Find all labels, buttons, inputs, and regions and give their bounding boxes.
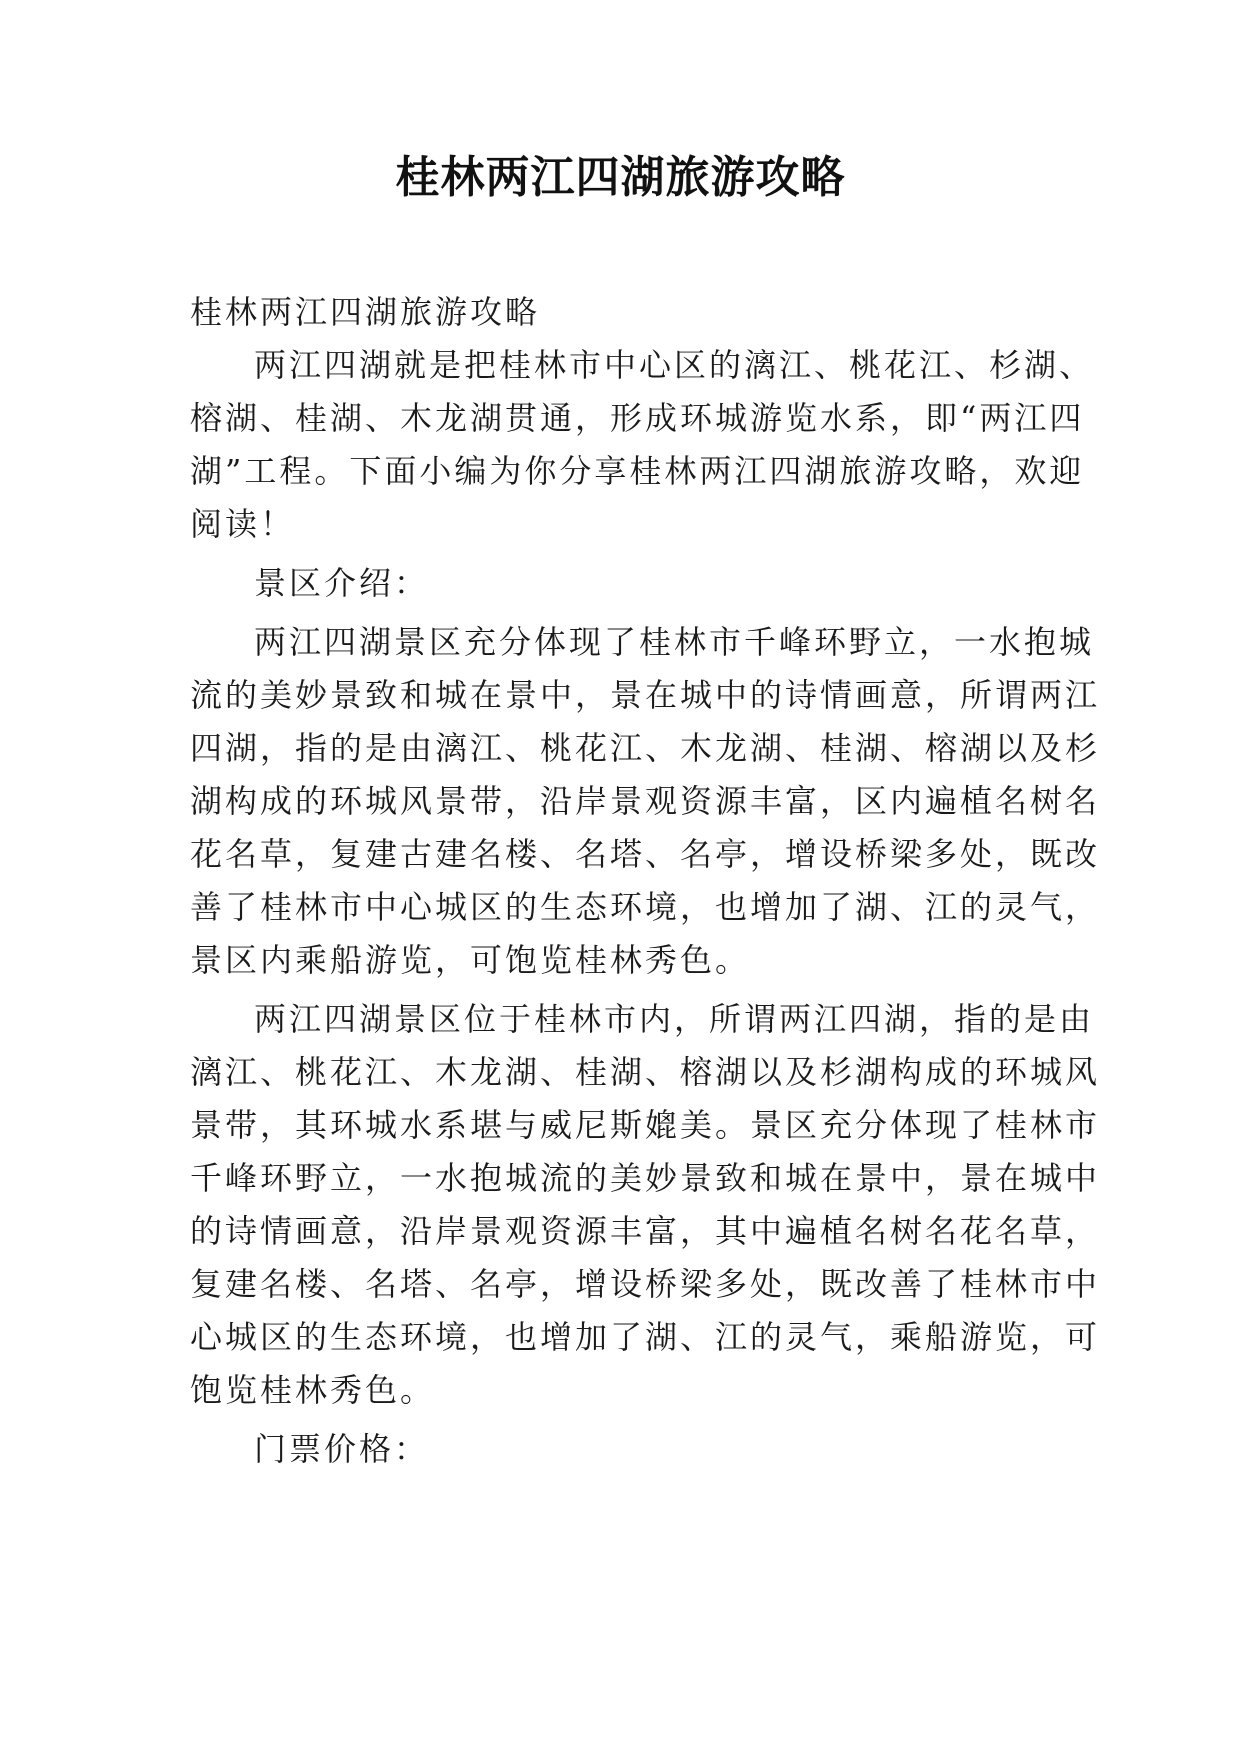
paragraph-line: 四湖，指的是由漓江、桃花江、木龙湖、桂湖、榕湖以及杉 bbox=[190, 729, 1101, 767]
intro-line: 榕湖、桂湖、木龙湖贯通，形成环城游览水系，即“两江四 bbox=[190, 399, 1085, 437]
paragraph-line: 的诗情画意，沿岸景观资源丰富，其中遍植名树名花名草， bbox=[190, 1212, 1101, 1250]
paragraph-line: 心城区的生态环境，也增加了湖、江的灵气，乘船游览，可 bbox=[190, 1318, 1101, 1356]
paragraph-line: 两江四湖景区位于桂林市内，所谓两江四湖，指的是由 bbox=[254, 1000, 1095, 1038]
section-heading-ticket-price: 门票价格： bbox=[254, 1430, 430, 1468]
document-title: 桂林两江四湖旅游攻略 bbox=[395, 152, 846, 203]
subtitle-line: 桂林两江四湖旅游攻略 bbox=[190, 293, 541, 331]
paragraph-line: 饱览桂林秀色。 bbox=[190, 1371, 436, 1409]
paragraph-line: 流的美妙景致和城在景中，景在城中的诗情画意，所谓两江 bbox=[190, 676, 1101, 714]
intro-line: 湖”工程。下面小编为你分享桂林两江四湖旅游攻略，欢迎 bbox=[190, 452, 1085, 490]
paragraph-line: 湖构成的环城风景带，沿岸景观资源丰富，区内遍植名树名 bbox=[190, 782, 1101, 820]
section-heading-scenic-intro: 景区介绍： bbox=[254, 564, 430, 602]
paragraph-line: 千峰环野立，一水抱城流的美妙景致和城在景中，景在城中 bbox=[190, 1159, 1101, 1197]
intro-line: 两江四湖就是把桂林市中心区的漓江、桃花江、杉湖、 bbox=[254, 346, 1095, 384]
paragraph-line: 善了桂林市中心城区的生态环境，也增加了湖、江的灵气， bbox=[190, 888, 1101, 926]
document-body bbox=[190, 286, 1101, 1476]
paragraph-line: 复建名楼、名塔、名亭，增设桥梁多处，既改善了桂林市中 bbox=[190, 1265, 1101, 1303]
paragraph-line: 两江四湖景区充分体现了桂林市千峰环野立，一水抱城 bbox=[254, 623, 1095, 661]
paragraph-line: 花名草，复建古建名楼、名塔、名亭，增设桥梁多处，既改 bbox=[190, 835, 1101, 873]
paragraph-line: 景带，其环城水系堪与威尼斯媲美。景区充分体现了桂林市 bbox=[190, 1106, 1101, 1144]
paragraph-line: 漓江、桃花江、木龙湖、桂湖、榕湖以及杉湖构成的环城风 bbox=[190, 1053, 1101, 1091]
paragraph-line: 景区内乘船游览，可饱览桂林秀色。 bbox=[190, 941, 751, 979]
intro-line: 阅读！ bbox=[190, 505, 296, 543]
